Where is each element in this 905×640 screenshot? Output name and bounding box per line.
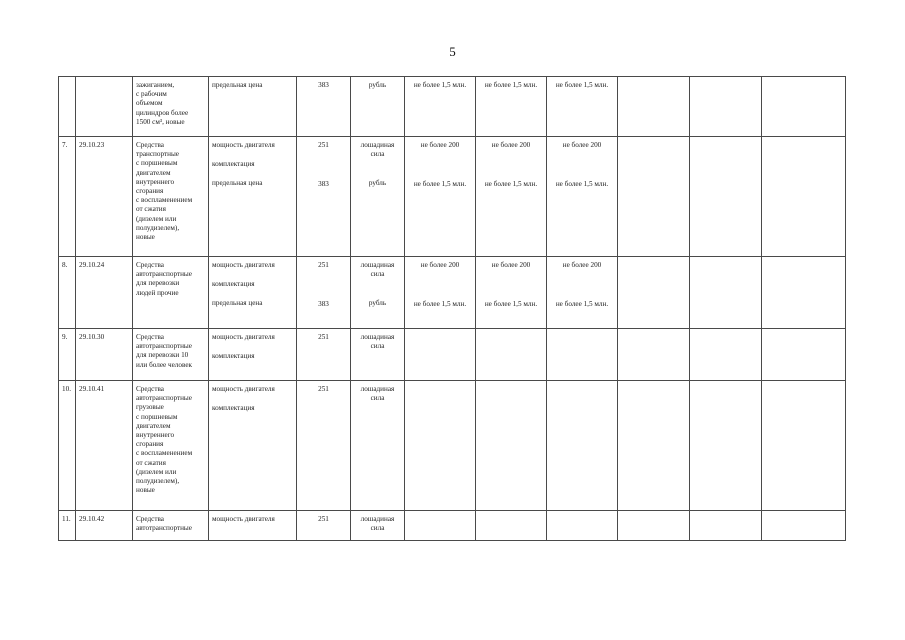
empty-cell-1 [618,77,690,137]
cell-text-line [479,280,543,290]
characteristic-cell [209,329,297,381]
product-name-cell [133,511,209,541]
empty-cell-2 [690,329,762,381]
empty-cell-3 [762,137,846,257]
cell-text-line: мощность двигателя [212,261,275,269]
cell-text: 10. [62,385,71,393]
table-row [59,381,846,511]
empty-cell-1 [618,329,690,381]
cell-text-line [300,290,347,300]
empty-cell-3 [762,329,846,381]
okpd2-code-cell [76,137,133,257]
characteristic-cell [209,137,297,257]
okei-code-cell [297,511,351,541]
cell-text-line: 251 [318,385,329,393]
cell-text-line: рубль [368,81,387,89]
cell-text-line: Средства [136,261,164,269]
cell-text-line: автотранспортные [136,270,192,279]
cell-text-line [550,170,614,180]
cell-text-line [300,280,347,290]
cell-text-line: лошадиная [360,333,395,341]
cell-text-line [408,290,472,300]
cell-text-line: цилиндров более [136,108,189,117]
cell-text-line: не более 200 [420,261,460,269]
cell-text-line: для перевозки 10 [136,351,189,360]
cell-text-line: для перевозки [136,279,180,288]
cell-text-line: сила [370,394,385,403]
value-cell-1 [405,329,476,381]
cell-text-line: не более 1,5 млн. [555,180,609,189]
cell-text-line: комплектация [212,404,255,413]
cell-text-line: двигателем [136,421,171,430]
okei-code-cell [297,257,351,329]
cell-text-line: мощность двигателя [212,385,275,393]
unit-name-cell [351,381,405,511]
cell-text-line: рубль [368,179,387,188]
cell-text-line: комплектация [212,352,255,361]
cell-text-line: не более 200 [491,141,531,149]
cell-text-line: сила [370,524,385,533]
table-row [59,137,846,257]
empty-cell-1 [618,511,690,541]
row-number-cell [59,77,76,137]
cell-text-line: Средства [136,333,164,341]
okei-code-cell [297,137,351,257]
cell-text-line: с поршневым [136,159,178,168]
cell-text-line: с рабочим [136,90,167,99]
cell-text-line: сгорания [136,187,164,196]
value-cell-3 [547,381,618,511]
cell-text-line: 251 [318,515,329,523]
cell-text-line: сгорания [136,440,164,449]
cell-text-line: не более 1,5 млн. [413,81,467,89]
cell-text: 29.10.42 [79,515,105,523]
cell-text-line: или более человек [136,360,193,369]
cell-text: 29.10.30 [79,333,105,341]
cell-text-line: Средства [136,385,164,393]
cell-text-line [550,160,614,170]
cell-text: 29.10.23 [79,141,105,149]
cell-text-line: Средства [136,141,164,149]
value-cell-2 [476,329,547,381]
cell-text-line: лошадиная [360,385,395,393]
empty-cell-3 [762,77,846,137]
value-cell-2 [476,77,547,137]
cell-text-line [550,270,614,280]
cell-text-line: сила [370,342,385,351]
cell-text-line: автотранспортные [136,342,192,351]
unit-name-cell [351,329,405,381]
cell-text-line: не более 1,5 млн. [413,180,467,189]
empty-cell-2 [690,257,762,329]
cell-text-line: не более 1,5 млн. [484,180,538,189]
cell-text-line: комплектация [212,280,255,289]
product-name-cell [133,329,209,381]
cell-text-line: автотранспортные [136,394,192,403]
empty-cell-2 [690,137,762,257]
value-cell-3 [547,329,618,381]
cell-text-line [479,160,543,170]
empty-cell-2 [690,511,762,541]
cell-text-line: зажиганием, [136,81,175,89]
cell-text-line [354,159,401,169]
cell-text-line: предельная цена [212,299,263,308]
cell-text-line: предельная цена [212,179,263,188]
cell-text-line [408,160,472,170]
cell-text-line: сила [370,270,385,279]
cell-text-line: не более 1,5 млн. [555,300,609,309]
cell-text-line: 383 [318,81,329,89]
okpd2-code-cell [76,511,133,541]
cell-text-line: рубль [368,299,387,308]
cell-text-line: 251 [318,333,329,341]
empty-cell-2 [690,381,762,511]
cell-text-line [300,270,347,280]
cell-text-line: транспортные [136,150,179,159]
cell-text: 8. [62,261,68,269]
table-row [59,329,846,381]
row-number-cell [59,137,76,257]
value-cell-2 [476,137,547,257]
cell-text-line: (дизелем или [136,467,177,476]
cell-text-line: 251 [318,261,329,269]
cell-text-line [550,150,614,160]
okpd2-code-cell [76,257,133,329]
value-cell-1 [405,137,476,257]
cell-text-line: полудизелем), [136,477,180,486]
requirements-table [58,76,846,541]
value-cell-1 [405,77,476,137]
cell-text-line [300,170,347,180]
cell-text-line: не более 1,5 млн. [555,81,609,89]
cell-text-line [550,280,614,290]
product-name-cell [133,257,209,329]
cell-text-line: 383 [318,300,329,309]
cell-text-line: комплектация [212,160,255,169]
cell-text-line: лошадиная [360,261,395,269]
cell-text: 29.10.41 [79,385,105,393]
cell-text-line [212,270,293,280]
row-number-cell [59,381,76,511]
cell-text-line: не более 200 [420,141,460,149]
cell-text-line: от сжатия [136,458,166,467]
cell-text-line [212,150,293,160]
cell-text-line [408,170,472,180]
row-number-cell [59,329,76,381]
cell-text-line: внутреннего [136,177,175,186]
unit-name-cell [351,77,405,137]
cell-text-line: 383 [318,180,329,189]
okpd2-code-cell [76,329,133,381]
cell-text-line [408,280,472,290]
empty-cell-3 [762,381,846,511]
unit-name-cell [351,137,405,257]
cell-text: 7. [62,141,68,149]
cell-text: 11. [62,515,71,523]
cell-text-line [212,169,293,179]
cell-text-line: (дизелем или [136,214,177,223]
characteristic-cell [209,381,297,511]
cell-text-line [479,270,543,280]
empty-cell-3 [762,257,846,329]
cell-text-line: с воспламенением [136,449,193,458]
cell-text-line: лошадиная [360,515,395,523]
cell-text-line: не более 200 [562,261,602,269]
row-number-cell [59,257,76,329]
table-body [59,77,846,541]
empty-cell-1 [618,257,690,329]
cell-text-line: не более 1,5 млн. [484,81,538,89]
value-cell-2 [476,381,547,511]
value-cell-1 [405,511,476,541]
table-row [59,257,846,329]
row-number-cell [59,511,76,541]
value-cell-3 [547,137,618,257]
cell-text-line: грузовые [136,403,164,412]
cell-text-line: людей прочие [136,288,179,297]
value-cell-3 [547,511,618,541]
cell-text-line: не более 200 [562,141,602,149]
cell-text-line: не более 1,5 млн. [484,300,538,309]
empty-cell-1 [618,381,690,511]
product-name-cell [133,137,209,257]
cell-text-line: внутреннего [136,431,175,440]
page-number: 5 [449,44,456,59]
cell-text-line: сила [370,150,385,159]
cell-text-line: 1500 см³, новые [136,117,185,126]
cell-text-line [550,290,614,300]
cell-text-line: двигателем [136,168,171,177]
cell-text-line: мощность двигателя [212,515,275,523]
characteristic-cell [209,77,297,137]
cell-text-line: новые [136,233,155,242]
cell-text-line: не более 200 [491,261,531,269]
cell-text-line [479,170,543,180]
okpd2-code-cell [76,381,133,511]
cell-text-line: 251 [318,141,329,149]
okei-code-cell [297,329,351,381]
cell-text-line: от сжатия [136,205,166,214]
cell-text-line: с поршневым [136,412,178,421]
value-cell-1 [405,381,476,511]
okei-code-cell [297,77,351,137]
value-cell-2 [476,511,547,541]
cell-text-line [212,289,293,299]
cell-text-line [300,160,347,170]
cell-text-line: объемом [136,99,163,108]
cell-text-line: мощность двигателя [212,333,275,341]
cell-text-line: автотранспортные [136,524,192,533]
cell-text-line [212,394,293,404]
cell-text-line [408,270,472,280]
value-cell-1 [405,257,476,329]
cell-text-line [354,279,401,289]
cell-text-line: с воспламенением [136,196,193,205]
cell-text-line [479,150,543,160]
cell-text: 29.10.24 [79,261,105,269]
cell-text-line [479,290,543,300]
empty-cell-2 [690,77,762,137]
cell-text-line [354,169,401,179]
value-cell-2 [476,257,547,329]
cell-text-line: не более 1,5 млн. [413,300,467,309]
cell-text-line: новые [136,486,155,495]
characteristic-cell [209,511,297,541]
cell-text-line [300,150,347,160]
cell-text-line [212,342,293,352]
cell-text-line: полудизелем), [136,223,180,232]
empty-cell-1 [618,137,690,257]
cell-text-line: лошадиная [360,141,395,149]
value-cell-3 [547,77,618,137]
product-name-cell [133,77,209,137]
table-row [59,511,846,541]
cell-text-line: мощность двигателя [212,141,275,149]
cell-text: 9. [62,333,68,341]
value-cell-3 [547,257,618,329]
cell-text-line: Средства [136,515,164,523]
unit-name-cell [351,511,405,541]
product-name-cell [133,381,209,511]
characteristic-cell [209,257,297,329]
cell-text-line: предельная цена [212,81,263,89]
cell-text-line [408,150,472,160]
cell-text-line [354,289,401,299]
okpd2-code-cell [76,77,133,137]
okei-code-cell [297,381,351,511]
empty-cell-3 [762,511,846,541]
table-row [59,77,846,137]
unit-name-cell [351,257,405,329]
